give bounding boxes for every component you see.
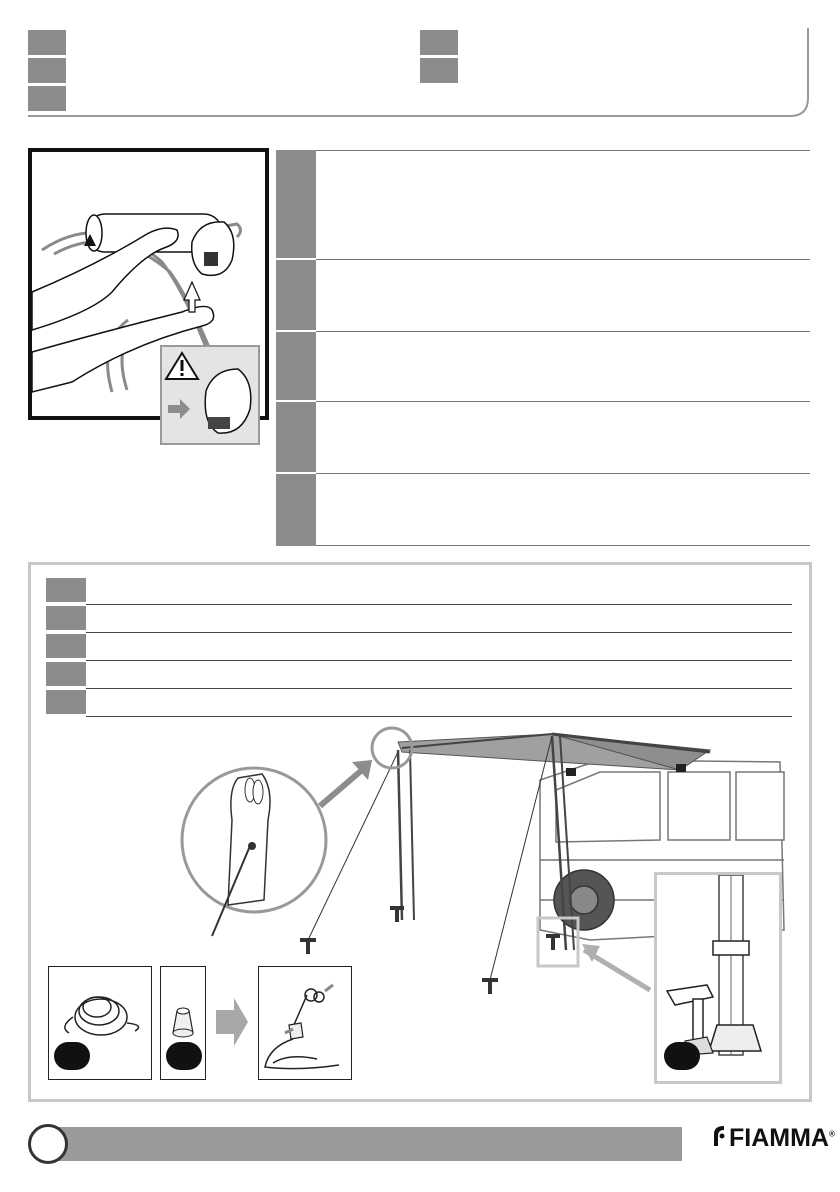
page-circle-icon [28,1124,68,1164]
brand-logo [710,1124,835,1153]
item-badge-b [166,1042,202,1070]
brand-name: FIAMMA [729,1124,829,1152]
item-badge-a [54,1042,90,1070]
item-badge-c [664,1042,700,1070]
brand-logo-mark [710,1124,726,1146]
illustration-rope-knot [258,966,352,1080]
footer-bar [46,1127,682,1161]
arrow-right-icon [214,996,250,1048]
brand-trademark: ® [828,1129,835,1139]
